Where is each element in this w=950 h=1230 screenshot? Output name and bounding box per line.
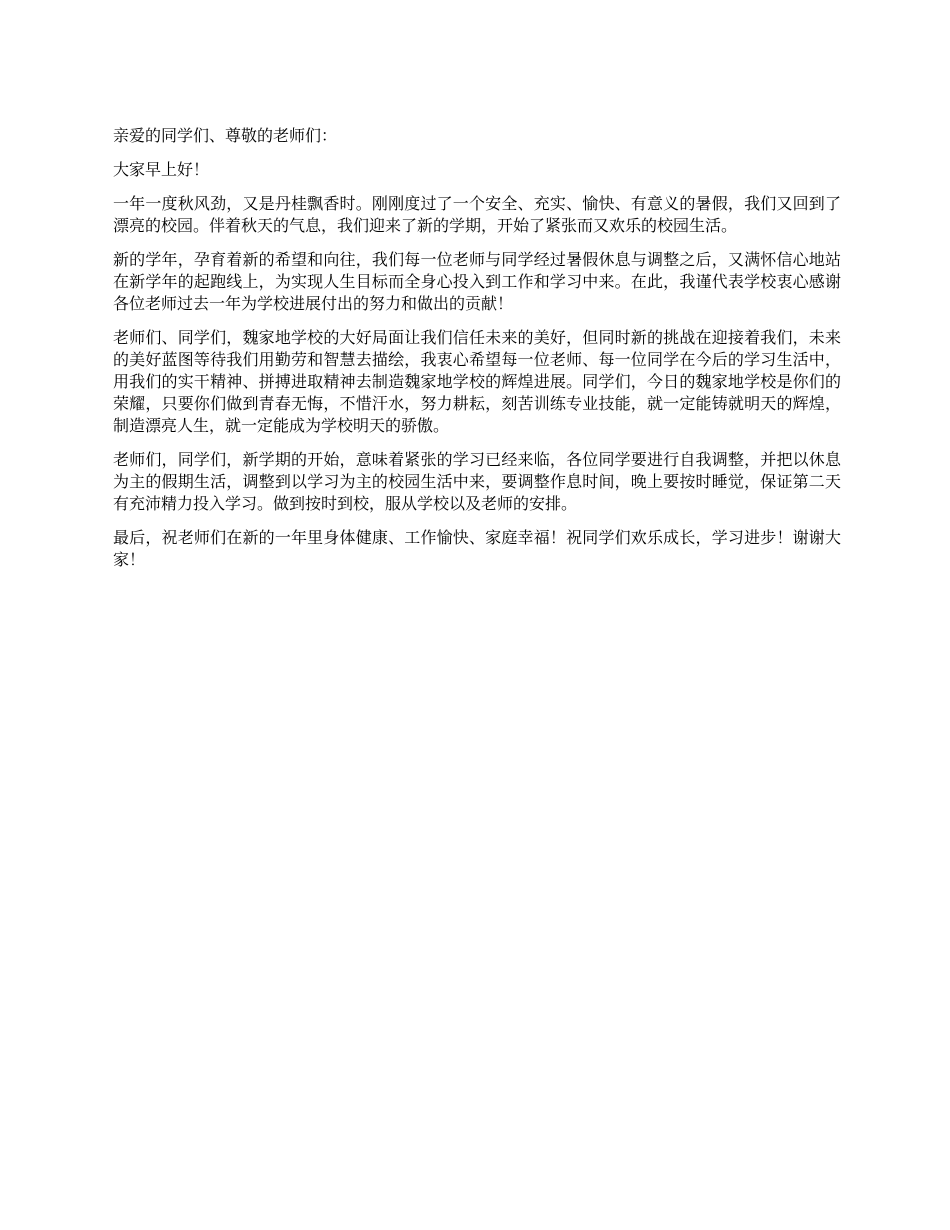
opening-line: 大家早上好！ bbox=[113, 160, 210, 179]
paragraph-autumn: 一年一度秋风劲，又是丹桂飘香时。刚刚度过了一个安全、充实、愉快、有意义的暑假，我们又回到了漂亮的校园。伴着秋天的气息，我们迎来了新的学期，开始了紧张而又欢乐的校园生活。 bbox=[113, 194, 841, 235]
document-body bbox=[113, 125, 841, 583]
paragraph-closing: 最后，祝老师们在新的一年里身体健康、工作愉快、家庭幸福！祝同学们欢乐成长，学习进步！谢谢大家！ bbox=[113, 528, 841, 569]
paragraph-new-year: 新的学年，孕育着新的希望和向往，我们每一位老师与同学经过暑假休息与调整之后，又满怀信心地站在新学年的起跑线上，为实现人生目标而全身心投入到工作和学习中来。在此，我谨代表学校衷心感谢各位老师过去一年为学校进展付出的努力和做出的贡献！ bbox=[113, 250, 841, 313]
paragraph-adjustment: 老师们，同学们，新学期的开始，意味着紧张的学习已经来临，各位同学要进行自我调整，并把以休息为主的假期生活，调整到以学习为主的校园生活中来，要调整作息时间，晚上要按时睡觉，保证第二天有充沛精力投入学习。做到按时到校，服从学校以及老师的安排。 bbox=[113, 450, 841, 513]
paragraph-school-future: 老师们、同学们，魏家地学校的大好局面让我们信任未来的美好，但同时新的挑战在迎接着我们，未来的美好蓝图等待我们用勤劳和智慧去描绘，我衷心希望每一位老师、每一位同学在今后的学习生活中，用我们的实干精神、拼搏进取精神去制造魏家地学校的辉煌进展。同学们，今日的魏家地学校是你们的荣耀，只要你们做到青春无悔，不惜汗水，努力耕耘，刻苦训练专业技能，就一定能铸就明天的辉煌，制造漂亮人生，就一定能成为学校明天的骄傲。 bbox=[113, 328, 841, 435]
greeting-line: 亲爱的同学们、尊敬的老师们： bbox=[113, 126, 338, 145]
